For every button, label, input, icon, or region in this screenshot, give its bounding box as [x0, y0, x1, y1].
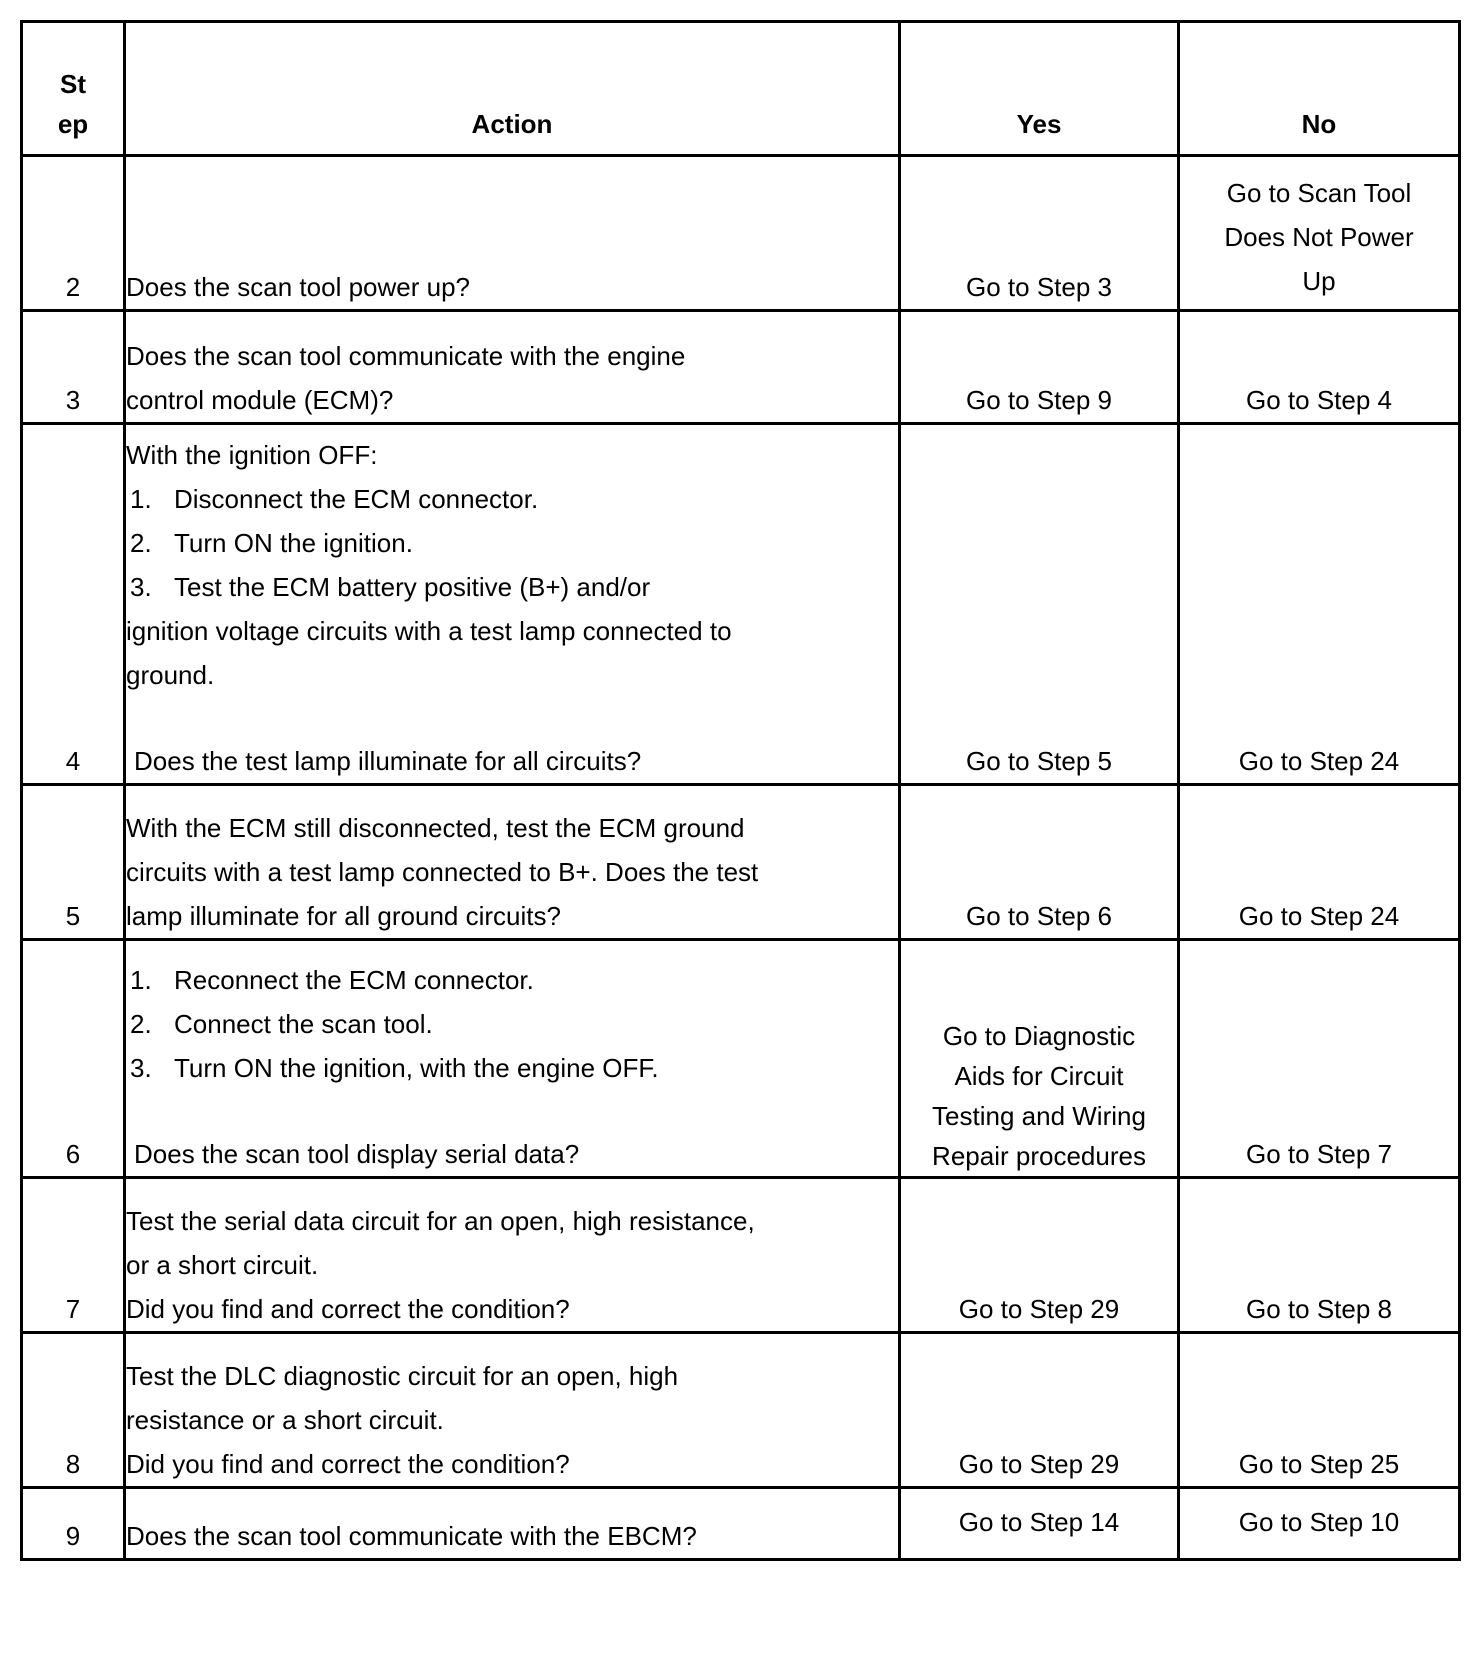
action-text: Does the scan tool communicate with the engine control module (ECM)?: [125, 311, 900, 424]
yes-outcome: Go to Step 9: [900, 311, 1179, 424]
no-outcome: Go to Step 4: [1179, 311, 1460, 424]
yes-outcome: Go to Diagnostic Aids for Circuit Testing and Wiring Repair procedures: [900, 940, 1179, 1178]
header-step: St ep: [22, 22, 125, 156]
table-row: [22, 156, 1460, 311]
list-item: 3. Test the ECM battery positive (B+) and/or: [130, 572, 651, 602]
no-outcome: Go to Step 24: [1179, 424, 1460, 785]
yes-outcome: Go to Step 29: [900, 1333, 1179, 1488]
action-text: Test the serial data circuit for an open, high resistance, or a short circuit. Did you find and correct the condition?: [125, 1178, 900, 1333]
header-action: Action: [125, 22, 900, 156]
table-row: [22, 1178, 1460, 1333]
list-item: 3. Turn ON the ignition, with the engine OFF.: [130, 1053, 659, 1083]
yes-outcome: Go to Step 5: [900, 424, 1179, 785]
step-number: 6: [22, 940, 125, 1178]
yes-outcome: Go to Step 29: [900, 1178, 1179, 1333]
yes-outcome: Go to Step 14: [900, 1488, 1179, 1560]
table-row: [22, 785, 1460, 940]
header-yes: Yes: [900, 22, 1179, 156]
step-number: 4: [22, 424, 125, 785]
list-item: 1. Disconnect the ECM connector.: [130, 484, 539, 514]
list-item: 1. Reconnect the ECM connector.: [130, 965, 534, 995]
header-row: [22, 22, 1460, 156]
table-row: [22, 311, 1460, 424]
step-number: 9: [22, 1488, 125, 1560]
no-outcome: Go to Step 10: [1179, 1488, 1460, 1560]
step-number: 8: [22, 1333, 125, 1488]
yes-outcome: Go to Step 6: [900, 785, 1179, 940]
step-number: 2: [22, 156, 125, 311]
step-number: 3: [22, 311, 125, 424]
header-no: No: [1179, 22, 1460, 156]
table-row: [22, 424, 1460, 785]
action-text: [125, 940, 900, 1178]
action-text: Test the DLC diagnostic circuit for an open, high resistance or a short circuit. Did you find and correct the condition?: [125, 1333, 900, 1488]
action-question: Does the scan tool display serial data?: [134, 1139, 580, 1169]
no-outcome: Go to Step 7: [1179, 940, 1460, 1178]
list-item: 2. Connect the scan tool.: [130, 1009, 433, 1039]
list-item: 2. Turn ON the ignition.: [130, 528, 413, 558]
action-text: Does the scan tool power up?: [125, 156, 900, 311]
table-row: [22, 1488, 1460, 1560]
no-outcome: Go to Scan Tool Does Not Power Up: [1179, 156, 1460, 311]
step-number: 7: [22, 1178, 125, 1333]
no-outcome: Go to Step 25: [1179, 1333, 1460, 1488]
diagnostic-table: [20, 20, 1461, 1561]
table-row: [22, 940, 1460, 1178]
table-row: [22, 1333, 1460, 1488]
action-question: Does the test lamp illuminate for all circuits?: [134, 746, 642, 776]
no-outcome: Go to Step 8: [1179, 1178, 1460, 1333]
action-text: With the ECM still disconnected, test the ECM ground circuits with a test lamp connected to B+. Does the test lamp illuminate for all ground circuits?: [125, 785, 900, 940]
action-text: Does the scan tool communicate with the EBCM?: [125, 1488, 900, 1560]
step-number: 5: [22, 785, 125, 940]
action-text: With the ignition OFF: 1. Disconnect the ECM connector. 2. Turn ON the ignition. 3. Test the ECM battery positive (B+) and/or ignition voltage circuits with a test lamp connected to ground. Does the test lamp illuminate for all circuits?: [125, 424, 900, 785]
yes-outcome: Go to Step 3: [900, 156, 1179, 311]
no-outcome: Go to Step 24: [1179, 785, 1460, 940]
